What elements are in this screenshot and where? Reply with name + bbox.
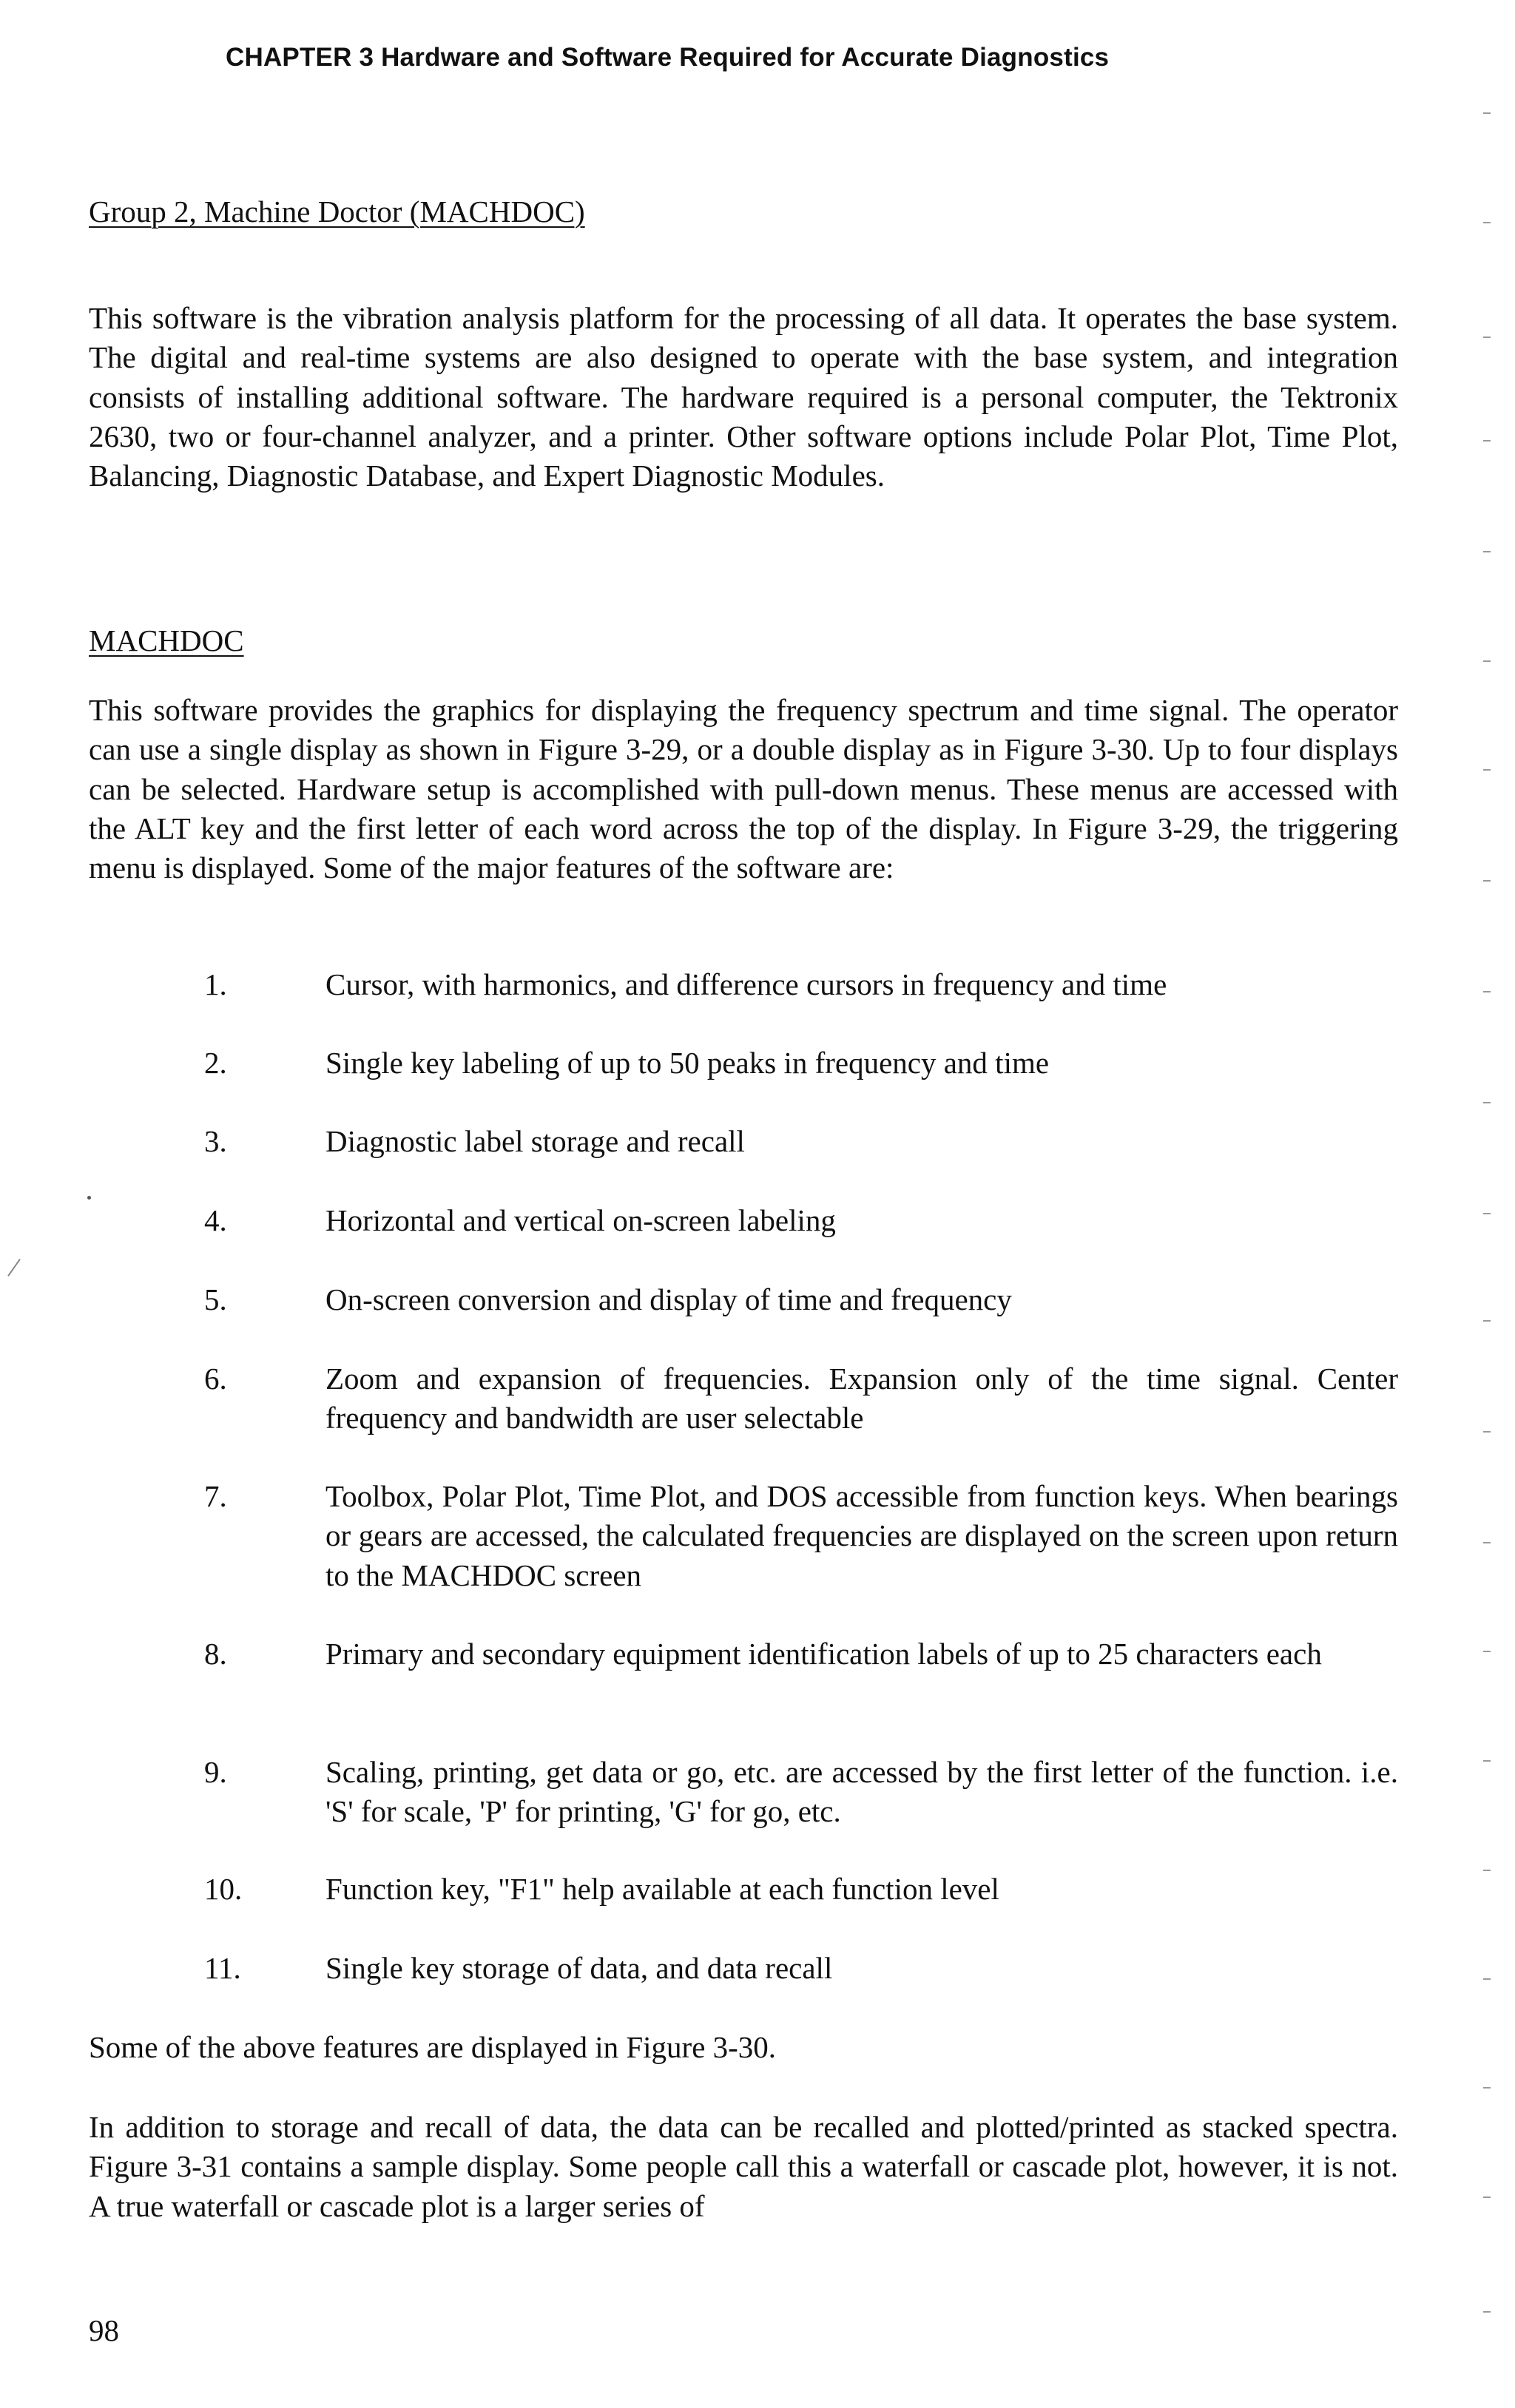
list-item-number: 7. <box>204 1479 227 1513</box>
list-item-number: 2. <box>204 1046 227 1080</box>
list-item-number: 9. <box>204 1755 227 1789</box>
list-item-text: Toolbox, Polar Plot, Time Plot, and DOS accessible from function keys. When bearings or gears are accessed, the calculated frequencies are displayed on the screen upon return to the MACHDOC screen <box>325 1479 1398 1592</box>
running-head: CHAPTER 3 Hardware and Software Required for Accurate Diagnostics <box>226 43 1110 72</box>
list-item-text: Zoom and expansion of frequencies. Expansion only of the time signal. Center frequency and bandwidth are user selectable <box>325 1362 1398 1435</box>
list-item-text: Single key labeling of up to 50 peaks in frequency and time <box>325 1046 1050 1080</box>
list-item-number: 6. <box>204 1362 227 1396</box>
list-item-number: 1. <box>204 967 227 1001</box>
page-number: 98 <box>89 2313 119 2347</box>
list-item-text: On-screen conversion and display of time and frequency <box>325 1282 1012 1316</box>
list-item-text: Function key, "F1" help available at each function level <box>325 1872 999 1906</box>
paragraph-features-reference: Some of the above features are displayed in Figure 3-30. <box>89 2030 777 2064</box>
list-item-text: Primary and secondary equipment identification labels of up to 25 characters each <box>325 1637 1322 1671</box>
list-item-text: Horizontal and vertical on-screen labeling <box>325 1203 836 1237</box>
list-item-text: Scaling, printing, get data or go, etc. are accessed by the first letter of the function. i.e. 'S' for scale, 'P' for printing, 'G' for go, etc. <box>325 1755 1398 1829</box>
paragraph-machdoc: This software provides the graphics for displaying the frequency spectrum and time signal. The operator can use a single display as shown in Figure 3-29, or a double display as in Figure 3-30. Up to four displays can be selected. Hardware setup is accomplished with pull-down menus. These menus are accessed with the ALT key and the first letter of each word across the top of the display. In Figure 3-29, the triggering menu is displayed. Some of the major features of the software are: <box>89 693 1398 885</box>
list-item-number: 8. <box>204 1637 227 1671</box>
paragraph-machine-doctor: This software is the vibration analysis platform for the processing of all data. It operates the base system. The digital and real-time systems are also designed to operate with the base system, and integration consists of installing additional software. The hardware required is a personal computer, the Tektronix 2630, two or four-channel analyzer, and a printer. Other software options include Polar Plot, Time Plot, Balancing, Diagnostic Database, and Expert Diagnostic Modules. <box>89 301 1398 493</box>
list-item-text: Cursor, with harmonics, and difference cursors in frequency and time <box>325 967 1167 1001</box>
section-heading-machine-doctor: Group 2, Machine Doctor (MACHDOC) <box>89 195 585 229</box>
list-item-number: 3. <box>204 1124 227 1158</box>
list-item-number: 4. <box>204 1203 227 1237</box>
list-item-text: Single key storage of data, and data recall <box>325 1951 833 1985</box>
section-heading-machdoc: MACHDOC <box>89 623 244 657</box>
stray-mark <box>7 1259 21 1276</box>
list-item-text: Diagnostic label storage and recall <box>325 1124 745 1158</box>
list-item-number: 5. <box>204 1282 227 1316</box>
list-item-number: 10. <box>204 1872 243 1906</box>
list-item-number: 11. <box>204 1951 241 1985</box>
paragraph-stacked-spectra: In addition to storage and recall of data, the data can be recalled and plotted/printed as stacked spectra. Figure 3-31 contains a sample display. Some people call this a waterfall or cascade plot, however, it is not. A true waterfall or cascade plot is a larger series of <box>89 2110 1398 2223</box>
stray-mark <box>87 1196 91 1200</box>
